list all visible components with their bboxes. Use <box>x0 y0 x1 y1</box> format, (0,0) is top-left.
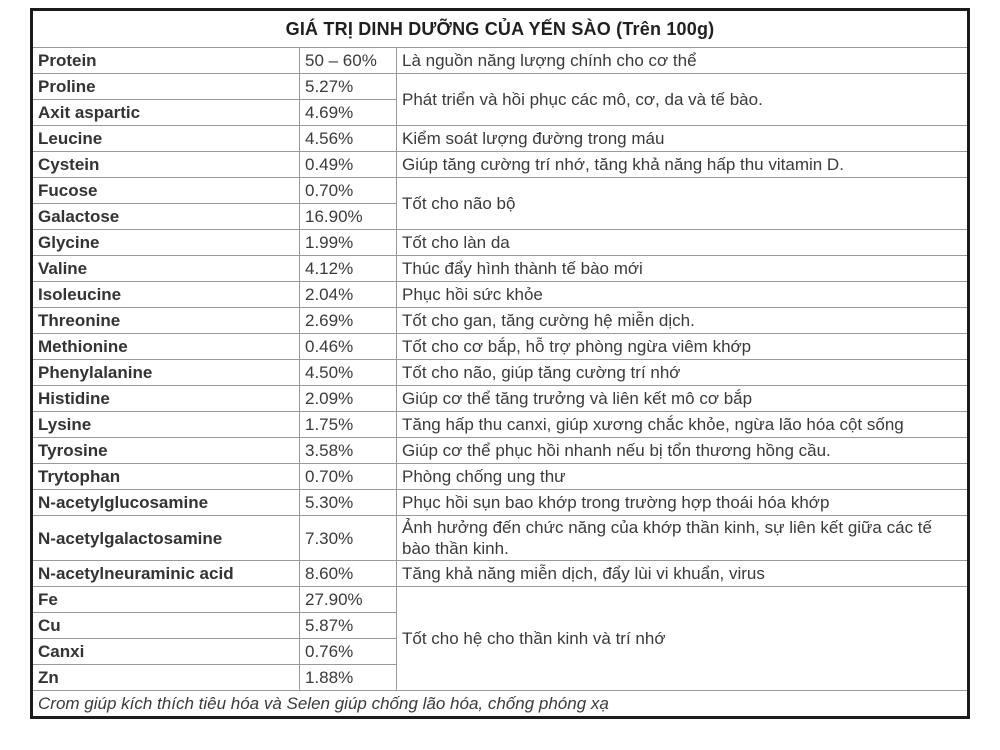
nutrient-value-cell: 50 – 60% <box>300 48 397 74</box>
table-row <box>32 412 969 438</box>
table-row <box>32 126 969 152</box>
nutrient-benefit-cell: Là nguồn năng lượng chính cho cơ thể <box>397 48 969 74</box>
nutrient-value-cell: 2.09% <box>300 386 397 412</box>
nutrient-benefit-cell: Phục hồi sức khỏe <box>397 282 969 308</box>
table-row <box>32 386 969 412</box>
nutrient-name-cell: Trytophan <box>32 464 300 490</box>
nutrient-value-cell: 1.75% <box>300 412 397 438</box>
nutrient-value-cell: 3.58% <box>300 438 397 464</box>
nutrient-value-cell: 7.30% <box>300 516 397 561</box>
nutrient-name-cell: Fucose <box>32 178 300 204</box>
table-row <box>32 230 969 256</box>
nutrient-value-cell: 4.12% <box>300 256 397 282</box>
nutrient-name-cell: Galactose <box>32 204 300 230</box>
table-row <box>32 464 969 490</box>
nutrient-benefit-cell: Tốt cho hệ cho thần kinh và trí nhớ <box>397 587 969 691</box>
nutrient-benefit-cell: Tốt cho não, giúp tăng cường trí nhớ <box>397 360 969 386</box>
nutrient-name-cell: Phenylalanine <box>32 360 300 386</box>
nutrient-benefit-cell: Giúp cơ thể tăng trưởng và liên kết mô cơ bắp <box>397 386 969 412</box>
nutrient-value-cell: 4.50% <box>300 360 397 386</box>
nutrition-table <box>30 8 970 719</box>
nutrient-value-cell: 1.88% <box>300 665 397 691</box>
nutrient-value-cell: 4.69% <box>300 100 397 126</box>
nutrient-benefit-cell: Tăng hấp thu canxi, giúp xương chắc khỏe, ngừa lão hóa cột sống <box>397 412 969 438</box>
nutrient-name-cell: Axit aspartic <box>32 100 300 126</box>
nutrient-name-cell: Glycine <box>32 230 300 256</box>
nutrient-benefit-cell: Thúc đẩy hình thành tế bào mới <box>397 256 969 282</box>
table-row <box>32 282 969 308</box>
nutrient-value-cell: 0.70% <box>300 178 397 204</box>
nutrient-name-cell: Cystein <box>32 152 300 178</box>
title-row <box>32 10 969 48</box>
nutrient-value-cell: 2.04% <box>300 282 397 308</box>
table-row <box>32 438 969 464</box>
nutrient-value-cell: 5.30% <box>300 490 397 516</box>
nutrient-benefit-cell: Phục hồi sụn bao khớp trong trường hợp thoái hóa khớp <box>397 490 969 516</box>
nutrient-benefit-cell: Phát triển và hồi phục các mô, cơ, da và tế bào. <box>397 74 969 126</box>
table-row <box>32 48 969 74</box>
nutrient-name-cell: Tyrosine <box>32 438 300 464</box>
nutrient-value-cell: 5.27% <box>300 74 397 100</box>
table-row <box>32 516 969 561</box>
nutrient-name-cell: Lysine <box>32 412 300 438</box>
nutrient-name-cell: Methionine <box>32 334 300 360</box>
nutrient-benefit-cell: Ảnh hưởng đến chức năng của khớp thần kinh, sự liên kết giữa các tế bào thần kinh. <box>397 516 969 561</box>
nutrient-value-cell: 8.60% <box>300 561 397 587</box>
nutrient-value-cell: 0.49% <box>300 152 397 178</box>
table-row <box>32 334 969 360</box>
nutrient-name-cell: Cu <box>32 613 300 639</box>
nutrient-name-cell: Protein <box>32 48 300 74</box>
nutrition-table-header <box>32 10 969 48</box>
nutrient-name-cell: Canxi <box>32 639 300 665</box>
nutrient-name-cell: Threonine <box>32 308 300 334</box>
footer-row <box>32 691 969 718</box>
nutrient-value-cell: 0.70% <box>300 464 397 490</box>
nutrient-benefit-cell: Tăng khả năng miễn dịch, đẩy lùi vi khuẩn, virus <box>397 561 969 587</box>
nutrient-benefit-cell: Tốt cho gan, tăng cường hệ miễn dịch. <box>397 308 969 334</box>
table-footer-note: Crom giúp kích thích tiêu hóa và Selen giúp chống lão hóa, chống phóng xạ <box>32 691 969 718</box>
nutrient-name-cell: Valine <box>32 256 300 282</box>
nutrient-benefit-cell: Phòng chống ung thư <box>397 464 969 490</box>
nutrient-name-cell: Leucine <box>32 126 300 152</box>
nutrient-name-cell: Isoleucine <box>32 282 300 308</box>
nutrient-name-cell: Fe <box>32 587 300 613</box>
nutrient-benefit-cell: Tốt cho não bộ <box>397 178 969 230</box>
table-row <box>32 308 969 334</box>
nutrient-name-cell: N-acetylglucosamine <box>32 490 300 516</box>
nutrient-benefit-cell: Tốt cho làn da <box>397 230 969 256</box>
nutrition-table-body <box>32 48 969 691</box>
nutrient-benefit-cell: Tốt cho cơ bắp, hỗ trợ phòng ngừa viêm khớp <box>397 334 969 360</box>
nutrient-value-cell: 0.76% <box>300 639 397 665</box>
nutrient-value-cell: 5.87% <box>300 613 397 639</box>
table-row <box>32 74 969 100</box>
table-row <box>32 256 969 282</box>
nutrient-name-cell: N-acetylneuraminic acid <box>32 561 300 587</box>
table-row <box>32 561 969 587</box>
nutrient-name-cell: Histidine <box>32 386 300 412</box>
table-title: GIÁ TRỊ DINH DƯỠNG CỦA YẾN SÀO (Trên 100g) <box>32 10 969 48</box>
nutrient-value-cell: 4.56% <box>300 126 397 152</box>
nutrient-value-cell: 2.69% <box>300 308 397 334</box>
nutrition-table-footer <box>32 691 969 718</box>
nutrient-benefit-cell: Giúp cơ thể phục hồi nhanh nếu bị tổn thương hồng cầu. <box>397 438 969 464</box>
table-row <box>32 360 969 386</box>
nutrient-value-cell: 1.99% <box>300 230 397 256</box>
table-row <box>32 178 969 204</box>
nutrient-benefit-cell: Kiểm soát lượng đường trong máu <box>397 126 969 152</box>
nutrient-benefit-cell: Giúp tăng cường trí nhớ, tăng khả năng hấp thu vitamin D. <box>397 152 969 178</box>
nutrient-value-cell: 0.46% <box>300 334 397 360</box>
table-row <box>32 490 969 516</box>
table-row <box>32 587 969 613</box>
table-row <box>32 152 969 178</box>
nutrient-value-cell: 27.90% <box>300 587 397 613</box>
nutrient-name-cell: Zn <box>32 665 300 691</box>
nutrient-name-cell: Proline <box>32 74 300 100</box>
nutrient-value-cell: 16.90% <box>300 204 397 230</box>
nutrient-name-cell: N-acetylgalactosamine <box>32 516 300 561</box>
